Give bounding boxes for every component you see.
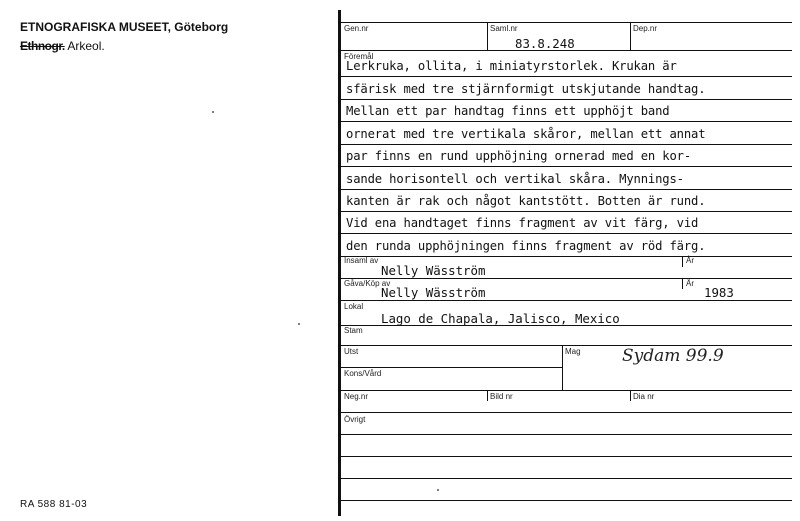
- mag-handwritten-value: Sydam 99.9: [622, 346, 724, 366]
- department-struck: Ethnogr.: [20, 39, 65, 53]
- gava-av-label: Gåva/Köp av: [344, 279, 391, 288]
- stam-label: Stam: [344, 326, 363, 335]
- gava-ar-value: 1983: [704, 285, 734, 300]
- lokal-value: Lago de Chapala, Jalisco, Mexico: [381, 311, 620, 326]
- description-line: Lerkruka, ollita, i miniatyrstorlek. Krukan är: [346, 59, 677, 73]
- dust-dot: [298, 323, 300, 325]
- description-line: kanten är rak och något kantstött. Botten är rund.: [346, 194, 706, 208]
- neg-nr-label: Neg.nr: [344, 392, 369, 401]
- description-line: Mellan ett par handtag finns ett upphöjt band: [346, 104, 670, 118]
- museum-title: ETNOGRAFISKA MUSEET, Göteborg: [20, 20, 229, 34]
- saml-nr-value: 83.8.248: [515, 36, 575, 51]
- description-line: den runda upphöjningen finns fragment av röd färg.: [346, 239, 706, 253]
- foremal-label: Föremål: [344, 52, 374, 61]
- dia-nr-label: Dia nr: [633, 392, 655, 401]
- bild-nr-label: Bild nr: [490, 392, 513, 401]
- insaml-ar-label: År: [686, 256, 694, 265]
- description-line: sfärisk med tre stjärnformigt utskjutande handtag.: [346, 82, 706, 96]
- museum-department: [20, 39, 105, 53]
- gava-ar-label: År: [686, 279, 694, 288]
- dust-dot: [437, 489, 439, 491]
- ovrigt-label: Övrigt: [344, 415, 366, 424]
- insaml-av-value: Nelly Wäsström: [381, 263, 486, 278]
- description-line: Vid ena handtaget finns fragment av vit färg, vid: [346, 216, 699, 230]
- description-line: ornerat med tre vertikala skåror, mellan ett annat: [346, 127, 706, 141]
- lokal-label: Lokal: [344, 302, 364, 311]
- department-label: Arkeol.: [67, 39, 105, 53]
- description-line: sande horisontell och vertikal skåra. Mynnings-: [346, 172, 684, 186]
- dep-nr-label: Dep.nr: [633, 24, 658, 33]
- description-line: par finns en rund upphöjning ornerad med en kor-: [346, 149, 691, 163]
- mag-label: Mag: [565, 347, 581, 356]
- dust-dot: [212, 111, 214, 113]
- utst-label: Utst: [344, 347, 359, 356]
- gava-av-value: Nelly Wäsström: [381, 285, 486, 300]
- saml-nr-label: Saml.nr: [490, 24, 518, 33]
- card-left-border: [338, 10, 341, 516]
- gen-nr-label: Gen.nr: [344, 24, 369, 33]
- insaml-av-label: Insaml av: [344, 256, 379, 265]
- form-code: RA 588 81-03: [20, 499, 88, 510]
- kons-vard-label: Kons/Vård: [344, 369, 382, 378]
